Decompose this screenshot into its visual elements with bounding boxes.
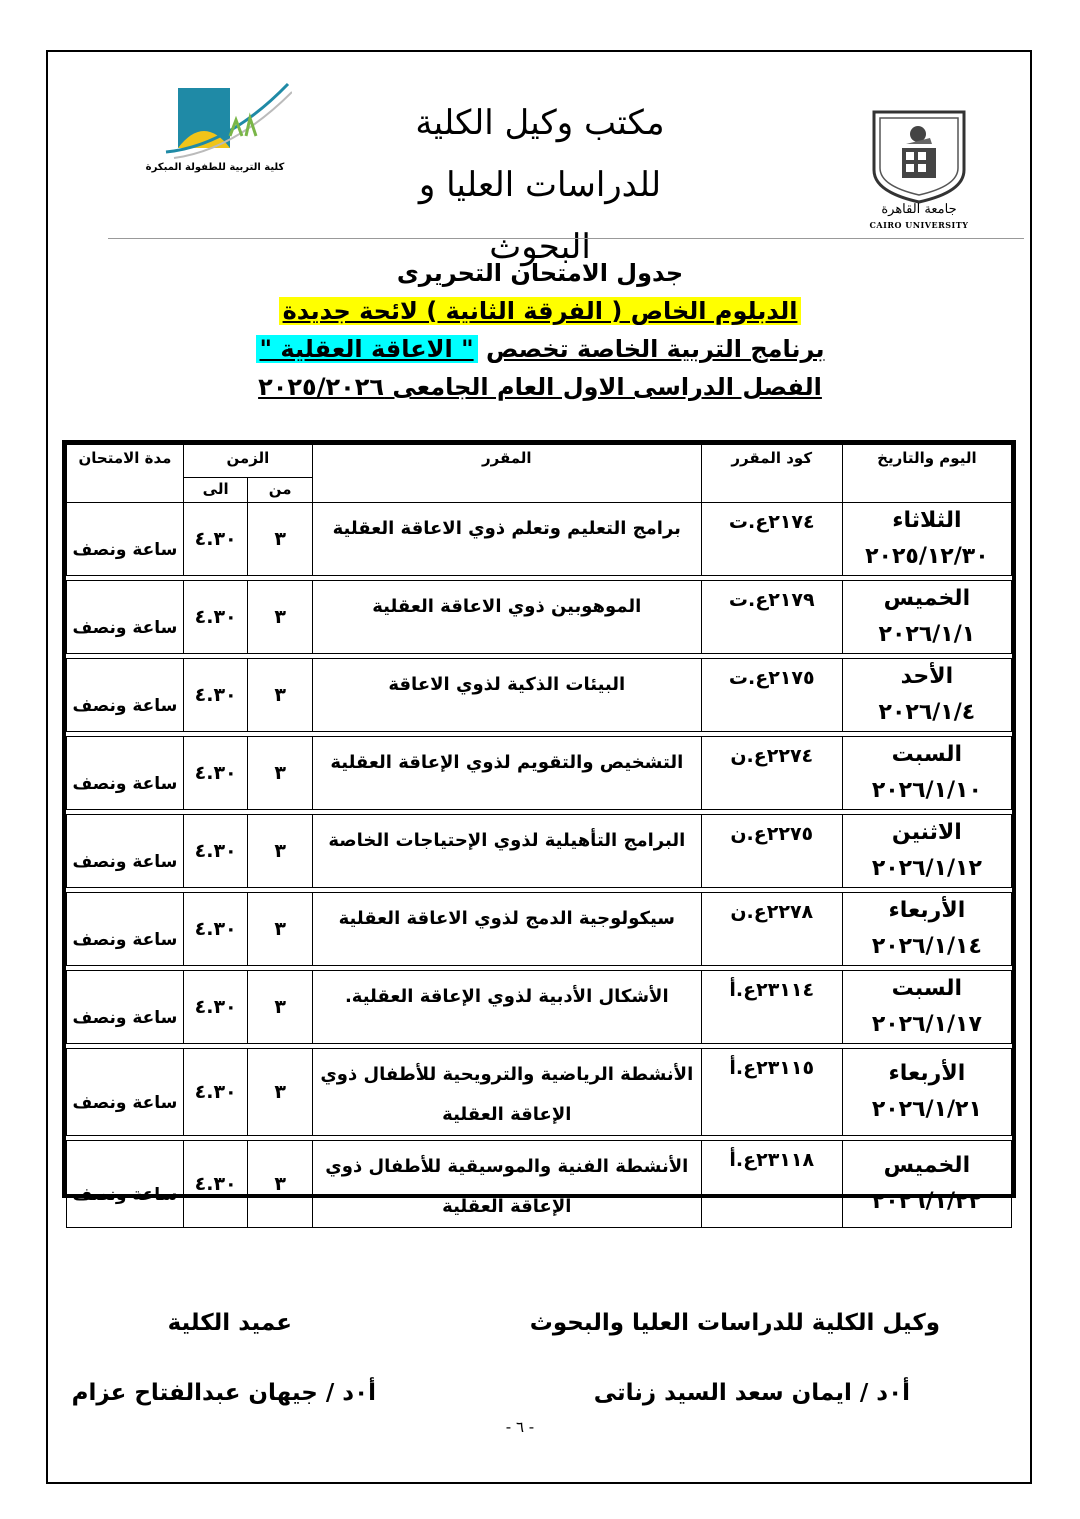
time-to: ٤.٣٠ xyxy=(183,1141,247,1228)
course-cell xyxy=(312,659,701,732)
title-line-1 xyxy=(160,254,920,292)
cairo-university-caption-ar: جامعة القاهرة xyxy=(881,202,957,217)
time-from: ٣ xyxy=(248,893,312,966)
course-code: ٢٢٧٥ع.ن xyxy=(701,815,842,888)
time-to: ٤.٣٠ xyxy=(183,1049,247,1136)
exam-date: ٢٠٢٦/١/١٠ xyxy=(871,778,982,803)
course-name: البرامج التأهيلية لذوي الإحتياجات الخاصة xyxy=(328,830,686,851)
title-text-3a: برنامج التربية الخاصة تخصص xyxy=(485,335,825,363)
header-divider xyxy=(108,238,1024,239)
exam-duration: ساعة ونصف xyxy=(67,1049,184,1136)
day-name: الاثنين xyxy=(891,820,962,845)
header-course: المقرر xyxy=(312,445,701,503)
cairo-university-caption-en: CAIRO UNIVERSITY xyxy=(869,220,969,230)
day-date-cell xyxy=(842,581,1011,654)
exam-duration: ساعة ونصف xyxy=(67,815,184,888)
time-from: ٣ xyxy=(248,737,312,810)
title-text-4: الفصل الدراسى الاول العام الجامعى ٢٠٢٥/٢٠٢٦ xyxy=(258,373,822,401)
exam-duration: ساعة ونصف xyxy=(67,893,184,966)
dean-title: عميد الكلية xyxy=(167,1310,292,1336)
time-from: ٣ xyxy=(248,815,312,888)
header-duration: مدة الامتحان xyxy=(67,445,184,503)
dean-name: أ٠د / جيهان عبدالفتاح عزام xyxy=(71,1380,376,1406)
header-time: الزمن xyxy=(183,445,312,478)
course-name: الأشكال الأدبية لذوي الإعاقة العقلية. xyxy=(344,986,669,1007)
exam-duration: ساعة ونصف xyxy=(67,581,184,654)
course-name: برامج التعليم وتعلم ذوي الاعاقة العقلية xyxy=(332,518,681,539)
course-code: ٢٣١١٤ع.أ xyxy=(701,971,842,1044)
time-from: ٣ xyxy=(248,581,312,654)
table-row xyxy=(67,1049,1012,1136)
day-date-cell xyxy=(842,737,1011,810)
day-name: الثلاثاء xyxy=(892,508,962,533)
cairo-university-logo xyxy=(866,108,972,232)
table-row xyxy=(67,659,1012,732)
day-date-cell xyxy=(842,971,1011,1044)
exam-duration: ساعة ونصف xyxy=(67,659,184,732)
day-date-cell xyxy=(842,1141,1011,1228)
table-row xyxy=(67,893,1012,966)
day-name: السبت xyxy=(891,976,963,1001)
time-to: ٤.٣٠ xyxy=(183,893,247,966)
exam-titles xyxy=(160,254,920,406)
day-name: السبت xyxy=(891,742,963,767)
exam-schedule-table xyxy=(62,440,1016,1217)
title-line-2 xyxy=(160,292,920,330)
course-code: ٢١٧٩ع.ت xyxy=(701,581,842,654)
vice-dean-title: وكيل الكلية للدراسات العليا والبحوث xyxy=(529,1310,940,1336)
exam-date: ٢٠٢٦/١/١٢ xyxy=(871,856,982,881)
exam-date: ٢٠٢٦/١/١٧ xyxy=(871,1012,982,1037)
time-from: ٣ xyxy=(248,503,312,576)
course-name-cont: الإعاقة العقلية xyxy=(442,1196,572,1217)
course-cell xyxy=(312,503,701,576)
course-cell xyxy=(312,971,701,1044)
time-to: ٤.٣٠ xyxy=(183,971,247,1044)
course-name-cont: الإعاقة العقلية xyxy=(442,1104,572,1125)
exam-date: ٢٠٢٦/١/٢٢ xyxy=(871,1189,982,1214)
exam-duration: ساعة ونصف xyxy=(67,1141,184,1228)
course-name: الأنشطة الفنية والموسيقية للأطفال ذوي xyxy=(325,1156,689,1177)
day-date-cell xyxy=(842,659,1011,732)
page-number: - ٦ - xyxy=(505,1418,535,1436)
course-code: ٢١٧٥ع.ت xyxy=(701,659,842,732)
course-cell xyxy=(312,737,701,810)
header-code: كود المقرر xyxy=(701,445,842,503)
faculty-logo-caption: كلية التربية للطفولة المبكرة xyxy=(145,162,285,173)
vice-dean-name: أ٠د / ايمان سعد السيد زناتى xyxy=(593,1380,910,1406)
title-line-3 xyxy=(160,330,920,368)
exam-duration: ساعة ونصف xyxy=(67,737,184,810)
time-to: ٤.٣٠ xyxy=(183,503,247,576)
course-cell xyxy=(312,1141,701,1228)
office-line-1: مكتب وكيل الكلية xyxy=(415,103,665,143)
day-name: الأحد xyxy=(900,664,954,689)
table-row xyxy=(67,737,1012,810)
day-date-cell xyxy=(842,815,1011,888)
title-line-4 xyxy=(160,368,920,406)
day-date-cell xyxy=(842,503,1011,576)
office-line-2: للدراسات العليا و البحوث xyxy=(418,165,662,267)
day-name: الخميس xyxy=(883,586,971,611)
table-row xyxy=(67,815,1012,888)
time-from: ٣ xyxy=(248,659,312,732)
exam-duration: ساعة ونصف xyxy=(67,503,184,576)
course-code: ٢٢٧٤ع.ن xyxy=(701,737,842,810)
exam-date: ٢٠٢٥/١٢/٣٠ xyxy=(865,544,989,569)
office-heading xyxy=(380,92,700,278)
time-from: ٣ xyxy=(248,1049,312,1136)
day-name: الخميس xyxy=(883,1153,971,1178)
title-text-3b: " الاعاقة العقلية " xyxy=(256,335,478,363)
course-cell xyxy=(312,1049,701,1136)
exam-date: ٢٠٢٦/١/١٤ xyxy=(871,934,982,959)
header-from: من xyxy=(248,478,312,503)
title-text-2: الدبلوم الخاص ( الفرقة الثانية ) لائحة جديدة xyxy=(279,297,802,325)
course-name: البيئات الذكية لذوي الاعاقة xyxy=(388,674,626,695)
course-name: الأنشطة الرياضية والترويحية للأطفال ذوي xyxy=(320,1064,694,1085)
time-from: ٣ xyxy=(248,1141,312,1228)
exam-date: ٢٠٢٦/١/٤ xyxy=(878,700,976,725)
table-row xyxy=(67,1141,1012,1228)
table-row xyxy=(67,503,1012,576)
table-row xyxy=(67,971,1012,1044)
time-from: ٣ xyxy=(248,971,312,1044)
exam-date: ٢٠٢٦/١/٢١ xyxy=(871,1097,982,1122)
table-row xyxy=(67,581,1012,654)
course-name: سيكولوجية الدمج لذوي الاعاقة العقلية xyxy=(338,908,675,929)
time-to: ٤.٣٠ xyxy=(183,737,247,810)
exam-duration: ساعة ونصف xyxy=(67,971,184,1044)
course-code: ٢٣١١٥ع.أ xyxy=(701,1049,842,1136)
time-to: ٤.٣٠ xyxy=(183,659,247,732)
day-name: الأربعاء xyxy=(888,1061,966,1086)
header-to: الى xyxy=(183,478,247,503)
day-date-cell xyxy=(842,893,1011,966)
course-name: الموهوبين ذوي الاعاقة العقلية xyxy=(372,596,642,617)
course-code: ٢٢٧٨ع.ن xyxy=(701,893,842,966)
title-text-1: جدول الامتحان التحريرى xyxy=(396,259,684,287)
course-cell xyxy=(312,893,701,966)
time-to: ٤.٣٠ xyxy=(183,581,247,654)
faculty-logo xyxy=(138,76,292,180)
time-to: ٤.٣٠ xyxy=(183,815,247,888)
day-date-cell xyxy=(842,1049,1011,1136)
header-day-date: اليوم والتاريخ xyxy=(842,445,1011,503)
day-name: الأربعاء xyxy=(888,898,966,923)
exam-date: ٢٠٢٦/١/١ xyxy=(878,622,976,647)
course-cell xyxy=(312,581,701,654)
course-cell xyxy=(312,815,701,888)
course-code: ٢١٧٤ع.ت xyxy=(701,503,842,576)
course-code: ٢٣١١٨ع.أ xyxy=(701,1141,842,1228)
course-name: التشخيص والتقويم لذوي الإعاقة العقلية xyxy=(330,752,684,773)
